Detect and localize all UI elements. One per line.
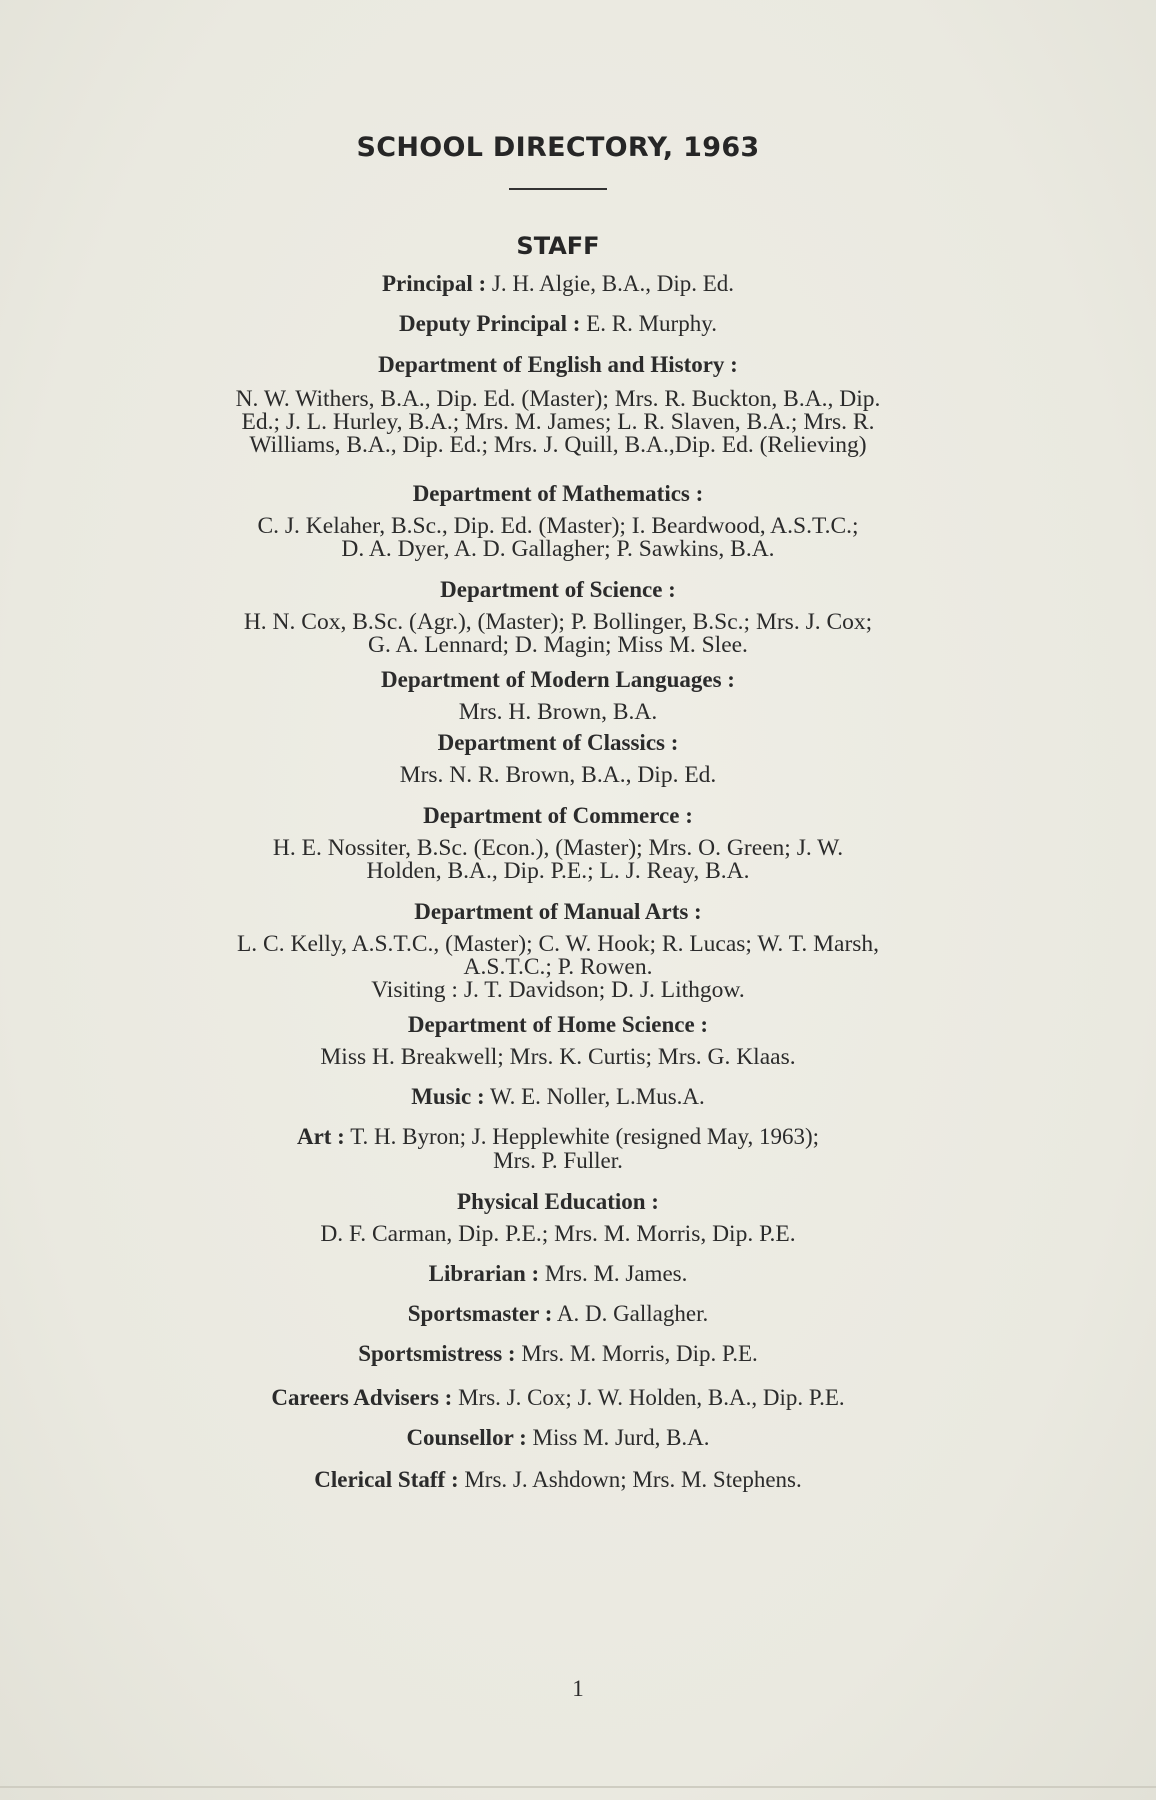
dept-commerce xyxy=(120,803,996,883)
pe-title: Physical Education : xyxy=(457,1189,659,1214)
pe-entry xyxy=(120,1189,996,1246)
dept-classics xyxy=(120,730,996,787)
sportsmistress-value: Mrs. M. Morris, Dip. P.E. xyxy=(521,1341,758,1366)
music-entry xyxy=(120,1085,996,1109)
art-value-continued: Mrs. P. Fuller. xyxy=(493,1148,623,1173)
dept-english-line: N. W. Withers, B.A., Dip. Ed. (Master); Mrs. R. Buckton, B.A., Dip. xyxy=(235,386,881,412)
clerical-value: Mrs. J. Ashdown; Mrs. M. Stephens. xyxy=(464,1467,802,1492)
music-value: W. E. Noller, L.Mus.A. xyxy=(490,1084,705,1109)
dept-manual xyxy=(120,899,996,1002)
music-label: Music : xyxy=(411,1084,485,1109)
careers-entry xyxy=(120,1386,996,1410)
dept-manual-line: L. C. Kelly, A.S.T.C., (Master); C. W. Hook; R. Lucas; W. T. Marsh, xyxy=(236,931,880,957)
dept-english-line: Ed.; J. L. Hurley, B.A.; Mrs. M. James; L. R. Slaven, B.A.; Mrs. R. xyxy=(241,409,875,435)
dept-science-line: G. A. Lennard; D. Magin; Miss M. Slee. xyxy=(368,632,748,658)
art-label: Art : xyxy=(296,1124,345,1149)
page-number: 1 xyxy=(572,1676,584,1701)
dept-commerce-line: H. E. Nossiter, B.Sc. (Econ.), (Master); Mrs. O. Green; J. W. xyxy=(272,835,844,861)
sportsmistress-label: Sportsmistress : xyxy=(358,1341,516,1366)
dept-manual-line: Visiting : J. T. Davidson; D. J. Lithgow. xyxy=(371,977,745,1003)
dept-manual-line: A.S.T.C.; P. Rowen. xyxy=(463,954,653,980)
counsellor-label: Counsellor : xyxy=(406,1425,527,1450)
clerical-label: Clerical Staff : xyxy=(314,1467,459,1492)
sportsmaster-label: Sportsmaster : xyxy=(407,1301,553,1326)
dept-english-title: Department of English and History : xyxy=(378,352,738,377)
dept-maths-title: Department of Mathematics : xyxy=(412,481,704,506)
art-entry xyxy=(120,1125,996,1173)
dept-home xyxy=(120,1012,996,1069)
art-value: T. H. Byron; J. Hepplewhite (resigned May, 1963); xyxy=(350,1124,820,1149)
librarian-entry xyxy=(120,1262,996,1286)
page-edge xyxy=(0,1786,1156,1788)
clerical-entry xyxy=(120,1468,996,1492)
deputy-label: Deputy Principal : xyxy=(399,311,581,336)
dept-classics-title: Department of Classics : xyxy=(437,730,679,755)
dept-home-line: Miss H. Breakwell; Mrs. K. Curtis; Mrs. G. Klaas. xyxy=(320,1044,796,1070)
careers-label: Careers Advisers : xyxy=(271,1385,453,1410)
principal-entry xyxy=(120,272,996,296)
librarian-value: Mrs. M. James. xyxy=(544,1261,688,1286)
principal-value: J. H. Algie, B.A., Dip. Ed. xyxy=(491,271,735,296)
dept-english xyxy=(120,352,996,457)
dept-science-title: Department of Science : xyxy=(440,577,676,602)
counsellor-value: Miss M. Jurd, B.A. xyxy=(532,1425,710,1450)
dept-english-line: Williams, B.A., Dip. Ed.; Mrs. J. Quill, B.A.,Dip. Ed. (Relieving) xyxy=(249,432,867,458)
title-divider xyxy=(509,188,607,190)
deputy-value: E. R. Murphy. xyxy=(586,311,717,336)
sportsmistress-entry xyxy=(120,1342,996,1366)
page-title: SCHOOL DIRECTORY, 1963 xyxy=(356,132,760,163)
dept-languages-line: Mrs. H. Brown, B.A. xyxy=(458,699,658,725)
pe-value: D. F. Carman, Dip. P.E.; Mrs. M. Morris, Dip. P.E. xyxy=(320,1221,796,1247)
directory-content xyxy=(120,128,996,1492)
dept-commerce-line: Holden, B.A., Dip. P.E.; L. J. Reay, B.A. xyxy=(366,858,750,884)
dept-languages xyxy=(120,667,996,724)
dept-manual-title: Department of Manual Arts : xyxy=(414,899,702,924)
careers-value: Mrs. J. Cox; J. W. Holden, B.A., Dip. P.E. xyxy=(458,1385,845,1410)
principal-label: Principal : xyxy=(381,271,487,296)
dept-maths-line: D. A. Dyer, A. D. Gallagher; P. Sawkins, B.A. xyxy=(341,536,775,562)
sportsmaster-value: A. D. Gallagher. xyxy=(556,1301,709,1326)
dept-commerce-title: Department of Commerce : xyxy=(423,803,693,828)
dept-maths xyxy=(120,481,996,561)
dept-science-line: H. N. Cox, B.Sc. (Agr.), (Master); P. Bollinger, B.Sc.; Mrs. J. Cox; xyxy=(243,609,873,635)
deputy-entry xyxy=(120,312,996,336)
dept-home-title: Department of Home Science : xyxy=(407,1012,709,1037)
counsellor-entry xyxy=(120,1426,996,1450)
sportsmaster-entry xyxy=(120,1302,996,1326)
dept-science xyxy=(120,577,996,657)
staff-heading: STAFF xyxy=(516,232,600,260)
dept-languages-title: Department of Modern Languages : xyxy=(381,667,735,692)
dept-maths-line: C. J. Kelaher, B.Sc., Dip. Ed. (Master); I. Beardwood, A.S.T.C.; xyxy=(257,513,859,539)
librarian-label: Librarian : xyxy=(428,1261,540,1286)
dept-classics-line: Mrs. N. R. Brown, B.A., Dip. Ed. xyxy=(399,762,717,788)
